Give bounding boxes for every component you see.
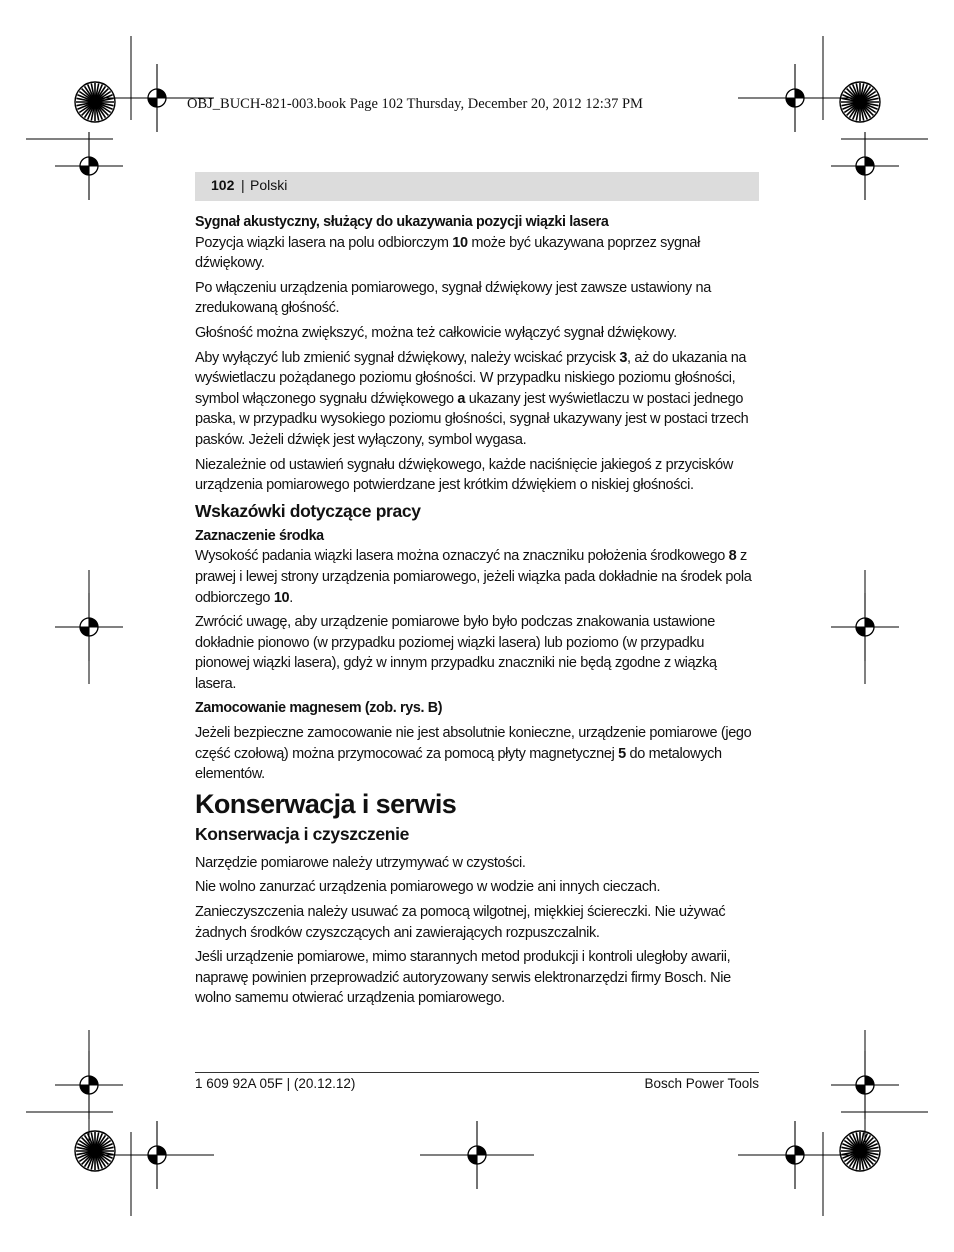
signal-paragraph-2: Po włączeniu urządzenia pomiarowego, sygnał dźwiękowy jest zawsze ustawiony na zredukowaną głośność.: [195, 279, 711, 317]
signal-paragraph-1: Pozycja wiązki lasera na polu odbiorczym 10 może być ukazywana poprzez sygnał dźwiękowy.: [195, 234, 700, 272]
magnet-paragraph: Jeżeli bezpieczne zamocowanie nie jest absolutnie konieczne, urządzenie pomiarowe (jego część czołową) można przymocować za pomocą płyty magnetycznej 5 do metalowych elementów.: [195, 725, 752, 783]
service-heading: Konserwacja i serwis: [195, 788, 457, 819]
footer-document-id: 1 609 92A 05F | (20.12.12): [195, 1076, 356, 1091]
footer-divider: [195, 1072, 759, 1073]
signal-paragraph-5: Niezależnie od ustawień sygnału dźwiękowego, każde naciśnięcie jakiegoś z przycisków urządzenia pomiarowego potwierdzane jest krótkim dźwiękiem o niskiej głośności.: [195, 456, 734, 494]
cleaning-heading: Konserwacja i czyszczenie: [195, 823, 409, 844]
page-header-bar: [195, 172, 759, 201]
center-paragraph-1: Wysokość padania wiązki lasera można oznaczyć na znaczniku położenia środkowego 8 z prawej i lewej strony urządzenia pomiarowego, jeżeli wiązka pada dokładnie na środek pola odbiorczego 10.: [195, 548, 752, 606]
page-number: 102: [211, 177, 235, 193]
signal-paragraph-4: Aby wyłączyć lub zmienić sygnał dźwiękowy, należy wciskać przycisk 3, aż do ukazania na wyświetlaczu pożądanego poziomu głośności. W przypadku niskiego poziomu głośności, symbol włączonego sygnału dźwiękowego a ukazany jest wyświetlaczu w postaci jednego paska, w przypadku wysokiego poziomu głośności, sygnał ukazywany jest w postaci trzech pasków. Jeżeli dźwięk jest wyłączony, symbol wygasa.: [195, 349, 749, 448]
center-paragraph-2: Zwrócić uwagę, aby urządzenie pomiarowe było było podczas znakowania ustawione dokładnie pionowo (w przypadku poziomej wiązki lasera) lub poziomo (w przypadku pionowej wiązki lasera), gdyż w innym przypadku znaczniki nie będą zgodne z wiązką lasera.: [195, 614, 717, 692]
tips-heading: Wskazówki dotyczące pracy: [195, 500, 421, 521]
service-paragraph-4: Jeśli urządzenie pomiarowe, mimo starannych metod produkcji i kontroli uległoby awarii, naprawę powinien przeprowadzić autoryzowany serwis elektronarzędzi firmy Bosch. Nie wolno samemu otwierać urządzenia pomiarowego.: [195, 949, 731, 1007]
service-paragraph-2: Nie wolno zanurzać urządzenia pomiarowego w wodzie ani innych cieczach.: [195, 879, 661, 896]
signal-paragraph-3: Głośność można zwiększyć, można też całkowicie wyłączyć sygnał dźwiękowy.: [195, 324, 677, 341]
print-slug-line: OBJ_BUCH-821-003.book Page 102 Thursday, December 20, 2012 12:37 PM: [187, 96, 643, 112]
page-body: [195, 212, 759, 1013]
header-language: Polski: [250, 177, 288, 193]
magnet-heading: Zamocowanie magnesem (zob. rys. B): [195, 700, 443, 717]
service-paragraph-3: Zanieczyszczenia należy usuwać za pomocą wilgotnej, miękkiej ściereczki. Nie używać żadnych środków czyszczących ani zawierających rozpuszczalnik.: [195, 904, 726, 941]
signal-heading: Sygnał akustyczny, służący do ukazywania pozycji wiązki lasera: [195, 214, 609, 230]
center-marking-heading: Zaznaczenie środka: [195, 527, 324, 544]
footer-brand: Bosch Power Tools: [644, 1076, 759, 1091]
service-paragraph-1: Narzędzie pomiarowe należy utrzymywać w czystości.: [195, 854, 526, 871]
header-separator: |: [241, 177, 245, 193]
